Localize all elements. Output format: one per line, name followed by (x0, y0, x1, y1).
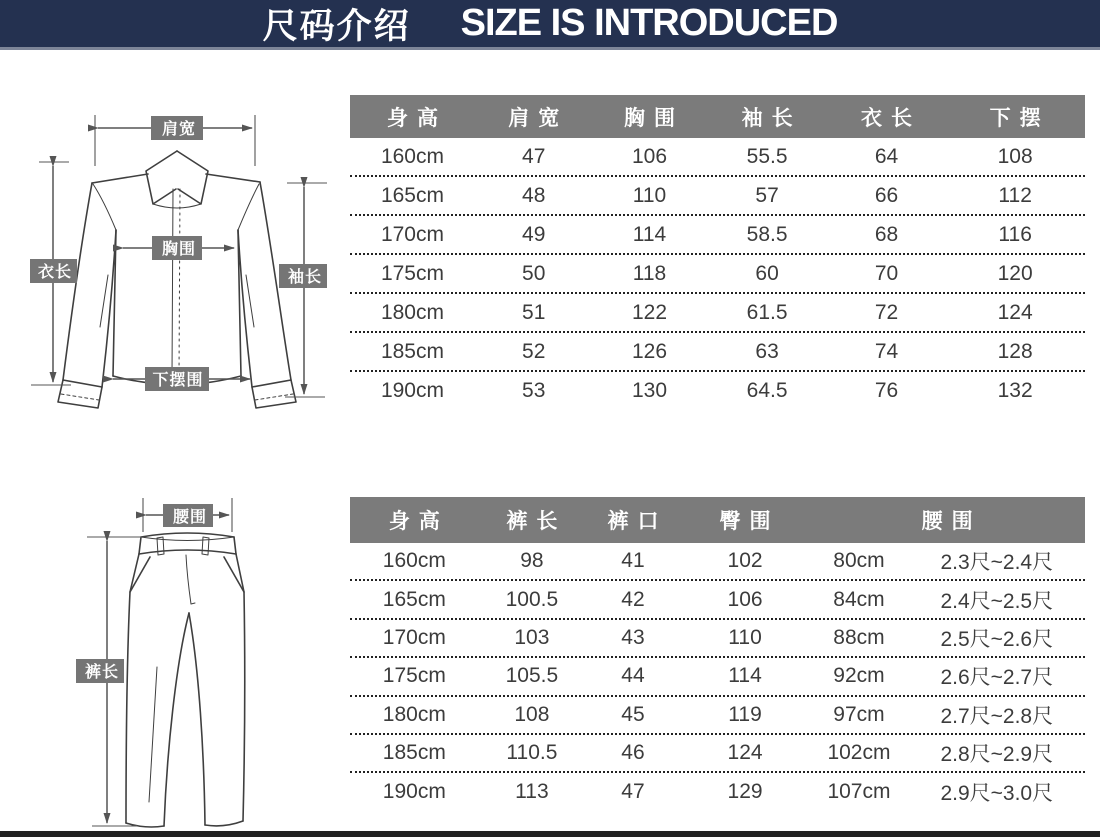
table-row (350, 372, 1085, 409)
table-cell: 2.3尺~2.4尺 (940, 551, 1054, 575)
svg-text:肩宽: 肩宽 (161, 121, 197, 138)
table-cell: 60 (755, 261, 779, 285)
table-cell: 129 (727, 779, 763, 803)
table-row (350, 294, 1085, 333)
bottom-bar (0, 831, 1100, 837)
table-cell: 102 (727, 549, 763, 573)
shirt-size-table (350, 95, 1085, 409)
table-cell: 52 (522, 339, 546, 363)
table-cell: 190cm (382, 779, 446, 803)
table-cell: 128 (997, 339, 1033, 363)
table-cell: 80cm (833, 549, 885, 573)
sleeve-length-arrow (285, 183, 327, 397)
table-cell: 107cm (827, 779, 891, 803)
title-bar (0, 0, 1100, 50)
table-cell: 2.6尺~2.7尺 (940, 666, 1054, 690)
page-title-chinese: 尺码介绍 (262, 6, 411, 46)
table-cell: 84cm (833, 587, 885, 611)
table-header-row (350, 497, 1085, 543)
table-row (350, 138, 1085, 177)
table-cell: 57 (755, 183, 779, 207)
svg-text:衣长: 衣长 (37, 264, 73, 281)
table-row (350, 216, 1085, 255)
pants-measurement-diagram (60, 485, 360, 835)
table-row (350, 581, 1085, 619)
table-cell: 2.7尺~2.8尺 (940, 704, 1054, 728)
table-cell: 46 (621, 741, 645, 765)
table-cell: 165cm (382, 587, 446, 611)
table-cell: 122 (631, 300, 668, 324)
table-cell: 114 (632, 222, 667, 246)
table-body (350, 138, 1085, 409)
table-cell: 108 (997, 144, 1033, 168)
table-cell: 51 (522, 300, 546, 324)
table-cell: 160cm (382, 549, 446, 573)
pants-outline-drawing (126, 533, 245, 827)
table-cell: 68 (874, 222, 899, 246)
table-cell: 130 (631, 378, 668, 402)
table-cell: 2.9尺~3.0尺 (940, 781, 1054, 805)
table-cell: 112 (998, 183, 1032, 207)
table-header-row (350, 95, 1085, 138)
table-cell: 92cm (833, 664, 885, 688)
table-cell: 2.4尺~2.5尺 (940, 589, 1054, 613)
column-header: 肩宽 (508, 106, 569, 130)
table-cell: 120 (997, 261, 1033, 285)
table-cell: 124 (727, 741, 763, 765)
column-header: 裤长 (506, 510, 567, 533)
table-row (350, 697, 1085, 735)
column-header: 裤口 (607, 510, 668, 533)
table-row (350, 773, 1085, 809)
column-header: 腰围 (921, 510, 982, 533)
shirt-measurement-diagram (10, 95, 350, 425)
table-cell: 170cm (382, 625, 446, 649)
table-cell: 113 (515, 779, 549, 803)
table-cell: 102cm (827, 741, 891, 765)
table-cell: 42 (621, 587, 645, 611)
table-cell: 185cm (380, 339, 444, 363)
table-cell: 98 (520, 549, 544, 573)
column-header: 下摆 (989, 106, 1050, 130)
svg-text:下摆围: 下摆围 (152, 372, 204, 389)
table-body (350, 543, 1085, 810)
table-cell: 180cm (380, 300, 444, 324)
table-cell: 61.5 (746, 300, 788, 324)
table-cell: 185cm (382, 741, 446, 765)
column-header: 身高 (386, 106, 447, 130)
table-cell: 103 (514, 625, 550, 649)
column-header: 臀围 (719, 510, 780, 533)
table-cell: 76 (874, 378, 899, 402)
column-header: 袖长 (741, 106, 802, 130)
table-cell: 110.5 (506, 741, 558, 765)
table-cell: 175cm (380, 261, 444, 285)
chest-label (152, 236, 202, 260)
table-cell: 105.5 (505, 664, 559, 688)
pants-length-label (76, 659, 124, 683)
table-cell: 66 (874, 183, 899, 207)
table-cell: 124 (997, 300, 1033, 324)
table-cell: 100.5 (505, 587, 559, 611)
table-cell: 175cm (382, 664, 446, 688)
table-cell: 64.5 (746, 378, 788, 402)
table-row (350, 658, 1085, 696)
column-header: 身高 (388, 510, 449, 533)
table-cell: 110 (728, 625, 762, 649)
table-cell: 119 (728, 702, 762, 726)
table-cell: 72 (874, 300, 899, 324)
table-row (350, 333, 1085, 372)
table-cell: 48 (522, 183, 546, 207)
table-cell: 106 (727, 587, 763, 611)
table-cell: 50 (522, 261, 546, 285)
table-cell: 114 (728, 664, 762, 688)
table-cell: 170cm (380, 222, 444, 246)
table-cell: 97cm (833, 702, 885, 726)
table-row (350, 735, 1085, 773)
waist-label (163, 504, 213, 527)
garment-length-label (30, 259, 77, 283)
table-cell: 160cm (380, 144, 444, 168)
table-cell: 180cm (382, 702, 446, 726)
table-cell: 47 (522, 144, 546, 168)
table-row (350, 255, 1085, 294)
table-cell: 190cm (380, 378, 444, 402)
table-cell: 2.8尺~2.9尺 (940, 743, 1054, 767)
table-cell: 108 (514, 702, 550, 726)
table-cell: 126 (631, 339, 668, 363)
table-cell: 116 (998, 222, 1032, 246)
svg-text:腰围: 腰围 (172, 509, 208, 526)
page-title-english: SIZE IS INTRODUCED (460, 2, 838, 44)
table-cell: 58.5 (746, 222, 788, 246)
table-cell: 64 (874, 144, 899, 168)
table-cell: 47 (621, 779, 645, 803)
table-cell: 49 (522, 222, 546, 246)
column-header: 衣长 (861, 106, 922, 130)
svg-text:裤长: 裤长 (84, 664, 120, 681)
table-cell: 41 (621, 549, 645, 573)
table-cell: 45 (621, 702, 645, 726)
table-cell: 106 (631, 144, 668, 168)
table-cell: 74 (874, 339, 899, 363)
table-cell: 70 (874, 261, 899, 285)
table-cell: 53 (522, 378, 546, 402)
table-cell: 165cm (380, 183, 444, 207)
table-cell: 110 (632, 183, 667, 207)
table-cell: 43 (621, 625, 645, 649)
table-row (350, 620, 1085, 658)
table-cell: 63 (755, 339, 779, 363)
table-row (350, 543, 1085, 581)
table-cell: 118 (632, 261, 667, 285)
table-cell: 44 (621, 664, 645, 688)
table-cell: 55.5 (746, 144, 788, 168)
svg-text:袖长: 袖长 (287, 269, 323, 286)
shoulder-width-label (151, 116, 203, 140)
table-cell: 88cm (833, 625, 885, 649)
hem-label (145, 367, 209, 391)
pants-size-table (350, 497, 1085, 810)
svg-text:胸围: 胸围 (161, 241, 197, 258)
sleeve-length-label (279, 264, 327, 288)
table-cell: 132 (997, 378, 1033, 402)
column-header: 胸围 (623, 106, 684, 130)
table-cell: 2.5尺~2.6尺 (940, 627, 1054, 651)
table-row (350, 177, 1085, 216)
